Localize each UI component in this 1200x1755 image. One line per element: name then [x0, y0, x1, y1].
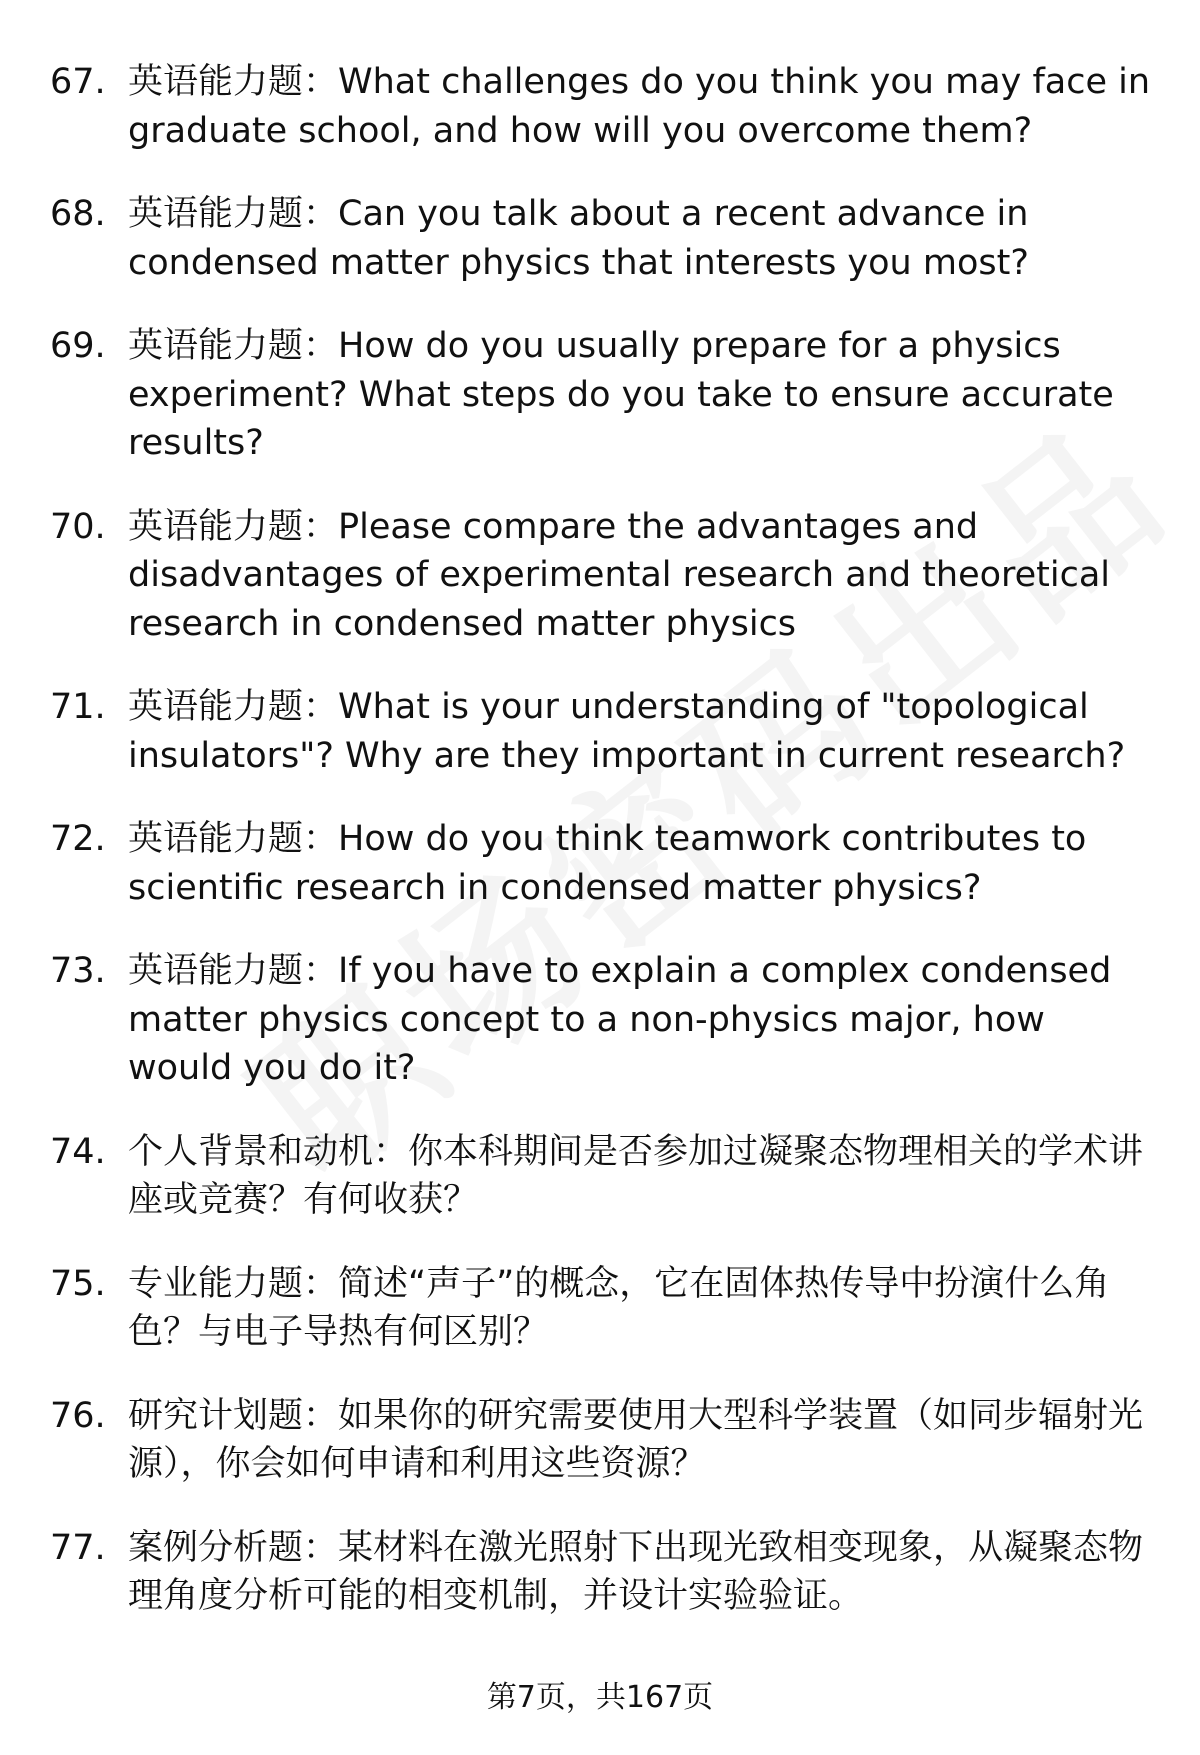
list-item [50, 58, 1160, 155]
list-item [50, 1524, 1160, 1621]
list-item [50, 947, 1160, 1093]
question-list [50, 58, 1160, 1656]
question-text: 专业能力题：简述“声子”的概念，它在固体热传导中扮演什么角色？与电子导热有何区别？ [128, 1263, 1110, 1352]
list-item [50, 1392, 1160, 1489]
question-text: 研究计划题：如果你的研究需要使用大型科学装置（如同步辐射光源），你会如何申请和利用这些资源？ [128, 1395, 1144, 1484]
question-text: 案例分析题：某材料在激光照射下出现光致相变现象，从凝聚态物理角度分析可能的相变机制，并设计实验验证。 [128, 1527, 1144, 1616]
list-item [50, 683, 1160, 780]
question-number: 73. [50, 951, 106, 991]
question-number: 68. [50, 194, 106, 234]
question-text: 英语能力题：What challenges do you think you may face in graduate school, and how will you overcome them? [128, 62, 1151, 151]
list-item [50, 322, 1160, 468]
question-number: 67. [50, 62, 106, 102]
question-text: 英语能力题：Can you talk about a recent advance in condensed matter physics that interests you most? [128, 194, 1029, 283]
question-text: 英语能力题：How do you usually prepare for a physics experiment? What steps do you take to ensure accurate results? [128, 326, 1114, 463]
page-footer: 第7页，共167页 [486, 1680, 714, 1715]
list-item [50, 503, 1160, 649]
question-text: 英语能力题：Please compare the advantages and disadvantages of experimental research and theoretical research in condensed matter physics [128, 506, 1111, 644]
question-text: 个人背景和动机：你本科期间是否参加过凝聚态物理相关的学术讲座或竞赛？有何收获？ [128, 1131, 1144, 1220]
question-number: 71. [50, 687, 106, 727]
question-number: 72. [50, 819, 106, 859]
question-text: 英语能力题：If you have to explain a complex condensed matter physics concept to a non-physics major, how would you do it? [128, 951, 1112, 1088]
list-item [50, 815, 1160, 912]
question-number: 76. [50, 1395, 106, 1436]
question-number: 69. [50, 326, 106, 366]
question-number: 70. [50, 506, 106, 547]
list-item [50, 1128, 1160, 1225]
question-text: 英语能力题：What is your understanding of "topological insulators"? Why are they important in current research? [128, 687, 1126, 776]
list-item [50, 1260, 1160, 1357]
question-number: 74. [50, 1131, 106, 1172]
list-item [50, 190, 1160, 287]
question-text: 英语能力题：How do you think teamwork contributes to scientific research in condensed matter physics? [128, 819, 1087, 908]
question-number: 77. [50, 1527, 106, 1568]
question-number: 75. [50, 1263, 106, 1304]
